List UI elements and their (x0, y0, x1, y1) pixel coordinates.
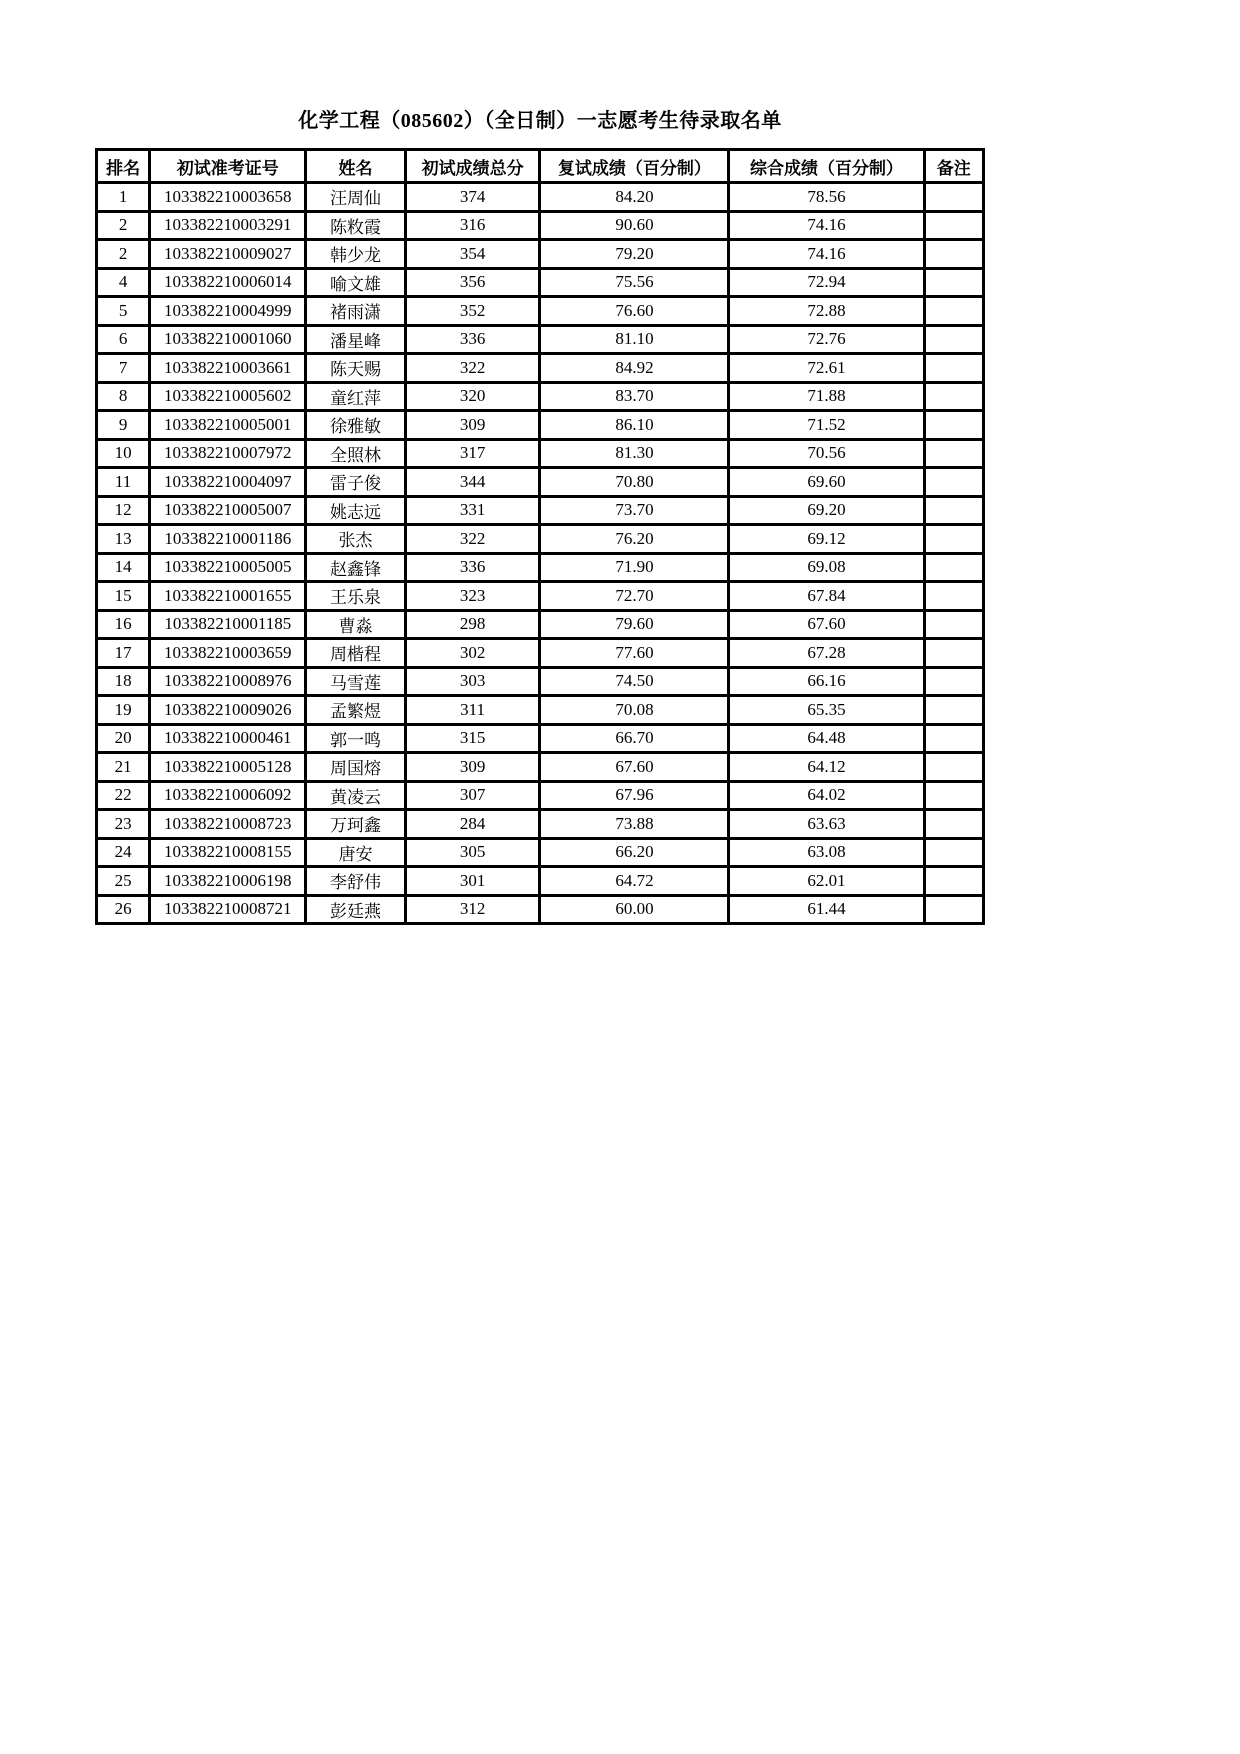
cell-comprehensive-score: 78.56 (729, 183, 924, 212)
cell-comprehensive-score: 62.01 (729, 867, 924, 896)
cell-retest-score: 76.20 (540, 525, 729, 554)
cell-name: 万珂鑫 (306, 810, 405, 839)
cell-initial-score: 309 (405, 753, 540, 782)
cell-remark (924, 753, 983, 782)
table-row (97, 382, 984, 411)
cell-exam-id: 103382210005602 (150, 382, 306, 411)
table-row (97, 354, 984, 383)
cell-retest-score: 60.00 (540, 895, 729, 924)
cell-rank: 14 (97, 553, 150, 582)
cell-exam-id: 103382210007972 (150, 439, 306, 468)
cell-initial-score: 317 (405, 439, 540, 468)
cell-exam-id: 103382210008976 (150, 667, 306, 696)
cell-retest-score: 75.56 (540, 268, 729, 297)
cell-comprehensive-score: 69.12 (729, 525, 924, 554)
table-row (97, 496, 984, 525)
cell-retest-score: 74.50 (540, 667, 729, 696)
cell-exam-id: 103382210003659 (150, 639, 306, 668)
cell-rank: 15 (97, 582, 150, 611)
table-row (97, 781, 984, 810)
cell-comprehensive-score: 72.88 (729, 297, 924, 326)
cell-rank: 25 (97, 867, 150, 896)
cell-remark (924, 496, 983, 525)
cell-initial-score: 284 (405, 810, 540, 839)
cell-name: 孟繁煜 (306, 696, 405, 725)
cell-comprehensive-score: 67.84 (729, 582, 924, 611)
admission-table (95, 148, 985, 925)
table-row (97, 183, 984, 212)
cell-initial-score: 311 (405, 696, 540, 725)
cell-retest-score: 81.30 (540, 439, 729, 468)
cell-rank: 11 (97, 468, 150, 497)
cell-exam-id: 103382210008721 (150, 895, 306, 924)
cell-comprehensive-score: 74.16 (729, 240, 924, 269)
cell-remark (924, 297, 983, 326)
cell-retest-score: 72.70 (540, 582, 729, 611)
table-row (97, 240, 984, 269)
cell-comprehensive-score: 69.08 (729, 553, 924, 582)
cell-initial-score: 305 (405, 838, 540, 867)
table-row (97, 895, 984, 924)
cell-name: 陈天赐 (306, 354, 405, 383)
cell-comprehensive-score: 71.88 (729, 382, 924, 411)
cell-remark (924, 211, 983, 240)
cell-retest-score: 73.70 (540, 496, 729, 525)
page-title: 化学工程（085602）（全日制）一志愿考生待录取名单 (298, 110, 782, 132)
cell-name: 赵鑫锋 (306, 553, 405, 582)
cell-rank: 26 (97, 895, 150, 924)
cell-retest-score: 76.60 (540, 297, 729, 326)
cell-name: 李舒伟 (306, 867, 405, 896)
header-cell-rank: 排名 (97, 150, 150, 183)
cell-remark (924, 867, 983, 896)
cell-exam-id: 103382210001185 (150, 610, 306, 639)
table-row (97, 724, 984, 753)
table-row (97, 810, 984, 839)
table-row (97, 553, 984, 582)
cell-remark (924, 553, 983, 582)
cell-exam-id: 103382210000461 (150, 724, 306, 753)
table-row (97, 525, 984, 554)
cell-exam-id: 103382210009026 (150, 696, 306, 725)
cell-rank: 24 (97, 838, 150, 867)
cell-retest-score: 67.96 (540, 781, 729, 810)
cell-retest-score: 90.60 (540, 211, 729, 240)
table-row (97, 297, 984, 326)
cell-exam-id: 103382210005005 (150, 553, 306, 582)
cell-name: 陈敉霞 (306, 211, 405, 240)
cell-name: 汪周仙 (306, 183, 405, 212)
cell-retest-score: 70.80 (540, 468, 729, 497)
cell-retest-score: 79.60 (540, 610, 729, 639)
cell-initial-score: 356 (405, 268, 540, 297)
table-row (97, 268, 984, 297)
cell-initial-score: 307 (405, 781, 540, 810)
header-cell-exam-id: 初试准考证号 (150, 150, 306, 183)
cell-rank: 9 (97, 411, 150, 440)
cell-remark (924, 667, 983, 696)
cell-remark (924, 325, 983, 354)
cell-rank: 18 (97, 667, 150, 696)
cell-remark (924, 810, 983, 839)
cell-name: 姚志远 (306, 496, 405, 525)
cell-remark (924, 354, 983, 383)
cell-comprehensive-score: 71.52 (729, 411, 924, 440)
cell-exam-id: 103382210005128 (150, 753, 306, 782)
header-cell-name: 姓名 (306, 150, 405, 183)
cell-retest-score: 83.70 (540, 382, 729, 411)
cell-rank: 19 (97, 696, 150, 725)
cell-exam-id: 103382210005007 (150, 496, 306, 525)
cell-exam-id: 103382210009027 (150, 240, 306, 269)
cell-retest-score: 66.70 (540, 724, 729, 753)
cell-retest-score: 86.10 (540, 411, 729, 440)
cell-name: 彭廷燕 (306, 895, 405, 924)
header-row (97, 150, 984, 183)
cell-exam-id: 103382210001655 (150, 582, 306, 611)
cell-name: 潘星峰 (306, 325, 405, 354)
cell-rank: 1 (97, 183, 150, 212)
cell-rank: 10 (97, 439, 150, 468)
cell-comprehensive-score: 69.60 (729, 468, 924, 497)
cell-initial-score: 336 (405, 325, 540, 354)
cell-exam-id: 103382210006014 (150, 268, 306, 297)
table-row (97, 639, 984, 668)
cell-retest-score: 84.92 (540, 354, 729, 383)
cell-initial-score: 309 (405, 411, 540, 440)
table-row (97, 468, 984, 497)
cell-remark (924, 525, 983, 554)
cell-remark (924, 382, 983, 411)
header-cell-retest-score: 复试成绩（百分制） (540, 150, 729, 183)
table-row (97, 582, 984, 611)
cell-initial-score: 298 (405, 610, 540, 639)
cell-exam-id: 103382210003291 (150, 211, 306, 240)
table-row (97, 439, 984, 468)
cell-rank: 2 (97, 240, 150, 269)
cell-retest-score: 71.90 (540, 553, 729, 582)
table-row (97, 211, 984, 240)
cell-exam-id: 103382210001060 (150, 325, 306, 354)
cell-comprehensive-score: 70.56 (729, 439, 924, 468)
cell-name: 童红萍 (306, 382, 405, 411)
cell-name: 张杰 (306, 525, 405, 554)
table-row (97, 696, 984, 725)
cell-name: 周国熔 (306, 753, 405, 782)
header-cell-remark: 备注 (924, 150, 983, 183)
cell-retest-score: 79.20 (540, 240, 729, 269)
cell-retest-score: 64.72 (540, 867, 729, 896)
cell-initial-score: 331 (405, 496, 540, 525)
cell-exam-id: 103382210005001 (150, 411, 306, 440)
cell-exam-id: 103382210004097 (150, 468, 306, 497)
cell-remark (924, 240, 983, 269)
cell-retest-score: 81.10 (540, 325, 729, 354)
cell-rank: 12 (97, 496, 150, 525)
cell-comprehensive-score: 67.60 (729, 610, 924, 639)
cell-remark (924, 895, 983, 924)
cell-name: 徐雅敏 (306, 411, 405, 440)
cell-remark (924, 268, 983, 297)
cell-rank: 8 (97, 382, 150, 411)
cell-comprehensive-score: 64.12 (729, 753, 924, 782)
table-row (97, 667, 984, 696)
cell-rank: 21 (97, 753, 150, 782)
cell-initial-score: 316 (405, 211, 540, 240)
cell-name: 韩少龙 (306, 240, 405, 269)
cell-rank: 17 (97, 639, 150, 668)
cell-remark (924, 411, 983, 440)
cell-comprehensive-score: 66.16 (729, 667, 924, 696)
table-row (97, 753, 984, 782)
cell-initial-score: 322 (405, 354, 540, 383)
table-row (97, 610, 984, 639)
cell-rank: 20 (97, 724, 150, 753)
cell-rank: 5 (97, 297, 150, 326)
cell-rank: 4 (97, 268, 150, 297)
cell-name: 周楷程 (306, 639, 405, 668)
cell-remark (924, 610, 983, 639)
cell-initial-score: 323 (405, 582, 540, 611)
cell-remark (924, 696, 983, 725)
cell-exam-id: 103382210003658 (150, 183, 306, 212)
table-row (97, 838, 984, 867)
cell-comprehensive-score: 72.94 (729, 268, 924, 297)
header-cell-comprehensive-score: 综合成绩（百分制） (729, 150, 924, 183)
cell-comprehensive-score: 65.35 (729, 696, 924, 725)
cell-exam-id: 103382210006092 (150, 781, 306, 810)
cell-name: 郭一鸣 (306, 724, 405, 753)
cell-comprehensive-score: 63.63 (729, 810, 924, 839)
cell-comprehensive-score: 64.48 (729, 724, 924, 753)
table-row (97, 325, 984, 354)
cell-remark (924, 724, 983, 753)
cell-initial-score: 322 (405, 525, 540, 554)
cell-initial-score: 354 (405, 240, 540, 269)
cell-name: 唐安 (306, 838, 405, 867)
cell-retest-score: 73.88 (540, 810, 729, 839)
cell-initial-score: 352 (405, 297, 540, 326)
cell-initial-score: 336 (405, 553, 540, 582)
cell-exam-id: 103382210001186 (150, 525, 306, 554)
cell-remark (924, 781, 983, 810)
cell-retest-score: 70.08 (540, 696, 729, 725)
cell-comprehensive-score: 67.28 (729, 639, 924, 668)
cell-initial-score: 344 (405, 468, 540, 497)
cell-rank: 2 (97, 211, 150, 240)
header-cell-initial-score: 初试成绩总分 (405, 150, 540, 183)
cell-comprehensive-score: 61.44 (729, 895, 924, 924)
cell-remark (924, 838, 983, 867)
cell-name: 黄凌云 (306, 781, 405, 810)
cell-comprehensive-score: 72.76 (729, 325, 924, 354)
cell-name: 马雪莲 (306, 667, 405, 696)
cell-name: 王乐泉 (306, 582, 405, 611)
cell-initial-score: 301 (405, 867, 540, 896)
cell-initial-score: 312 (405, 895, 540, 924)
cell-initial-score: 302 (405, 639, 540, 668)
cell-comprehensive-score: 74.16 (729, 211, 924, 240)
cell-retest-score: 77.60 (540, 639, 729, 668)
cell-name: 雷子俊 (306, 468, 405, 497)
cell-exam-id: 103382210006198 (150, 867, 306, 896)
cell-remark (924, 468, 983, 497)
cell-retest-score: 84.20 (540, 183, 729, 212)
cell-name: 全照林 (306, 439, 405, 468)
cell-retest-score: 67.60 (540, 753, 729, 782)
cell-remark (924, 183, 983, 212)
cell-initial-score: 320 (405, 382, 540, 411)
cell-rank: 6 (97, 325, 150, 354)
cell-name: 曹淼 (306, 610, 405, 639)
cell-initial-score: 303 (405, 667, 540, 696)
cell-initial-score: 315 (405, 724, 540, 753)
cell-remark (924, 639, 983, 668)
cell-exam-id: 103382210003661 (150, 354, 306, 383)
cell-comprehensive-score: 64.02 (729, 781, 924, 810)
table-row (97, 411, 984, 440)
cell-comprehensive-score: 63.08 (729, 838, 924, 867)
cell-remark (924, 439, 983, 468)
cell-initial-score: 374 (405, 183, 540, 212)
cell-comprehensive-score: 72.61 (729, 354, 924, 383)
cell-retest-score: 66.20 (540, 838, 729, 867)
cell-name: 喻文雄 (306, 268, 405, 297)
cell-exam-id: 103382210008723 (150, 810, 306, 839)
cell-exam-id: 103382210008155 (150, 838, 306, 867)
cell-rank: 7 (97, 354, 150, 383)
cell-rank: 22 (97, 781, 150, 810)
cell-comprehensive-score: 69.20 (729, 496, 924, 525)
cell-exam-id: 103382210004999 (150, 297, 306, 326)
table-row (97, 867, 984, 896)
cell-name: 褚雨潇 (306, 297, 405, 326)
cell-remark (924, 582, 983, 611)
cell-rank: 16 (97, 610, 150, 639)
cell-rank: 13 (97, 525, 150, 554)
cell-rank: 23 (97, 810, 150, 839)
